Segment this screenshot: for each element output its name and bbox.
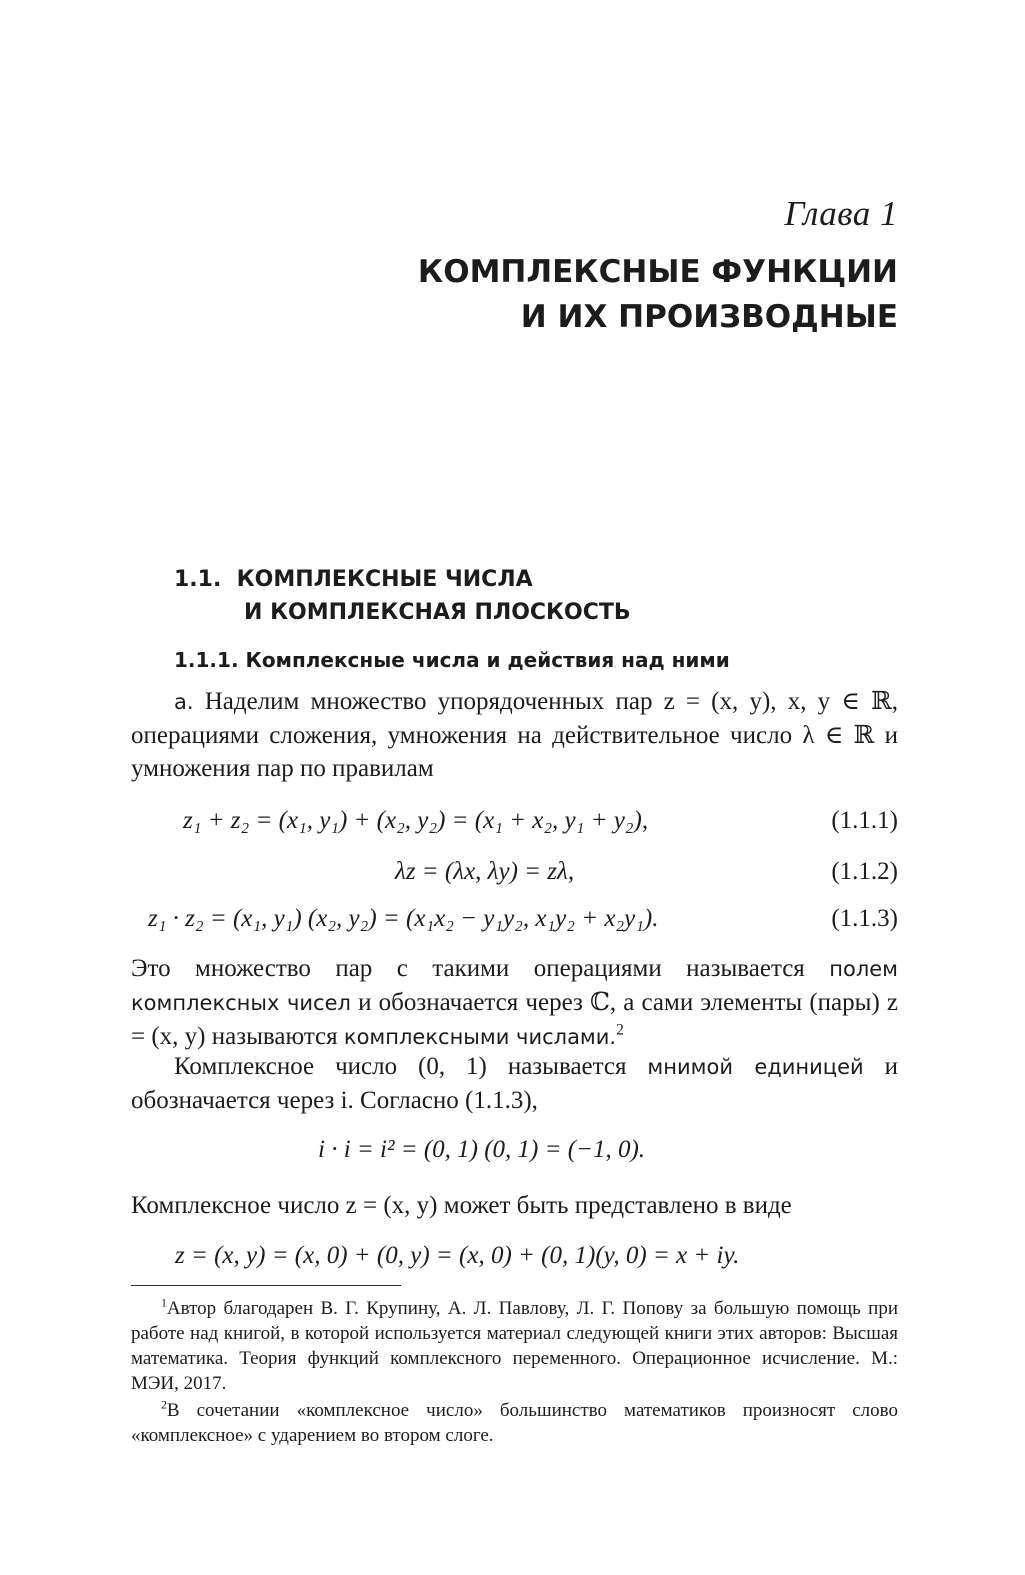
equation-1-1-1: z₁ + z₂ = (x₁, y₁) + (x₂, y₂) = (x₁ + x₂, y₁ + y₂), [183,807,649,834]
paragraph-imaginary-unit [131,1050,898,1117]
equation-number-1-1-2: (1.1.2) [831,858,898,885]
footnote-ref: 2 [616,1021,624,1039]
formula-z-representation: z = (x, y) = (x, 0) + (0, y) = (x, 0) + (0, 1)(y, 0) = x + iy. [175,1242,740,1269]
equation-number-1-1-3: (1.1.3) [831,905,898,932]
footnote-text: Автор благодарен В. Г. Крупину, А. Л. Павлову, Л. Г. Попову за большую помощь при работе над книгой, в которой используется материал следующей книги этих авторов: Высшая математика. Теория функций комплексного переменного. Операционное исчисление. М.: МЭИ, 2017. [131,1298,898,1394]
footnote-number: 2 [161,1398,167,1412]
footnote-text: В сочетании «комплексное число» большинство математиков произносят слово «комплексное» с ударением во втором слоге. [131,1400,898,1446]
footnote-separator [131,1285,401,1286]
defined-term: мнимой единицей [647,1055,864,1079]
paragraph-text: и обозначается через ℂ, а сами элементы (пары) z = (x, y) называются [131,989,899,1050]
formula-i-squared: i · i = i² = (0, 1) (0, 1) = (−1, 0). [318,1136,646,1163]
paragraph-text: и обозначается через i. Согласно (1.1.3), [131,1053,898,1114]
footnote-2 [131,1398,898,1448]
paragraph-field-definition [131,952,898,1054]
section-title-line-1: КОМПЛЕКСНЫЕ ЧИСЛА [236,567,533,592]
section-number: 1.1. [174,567,222,592]
equation-1-1-2: λz = (λx, λy) = zλ, [395,858,575,885]
footnote-number: 1 [161,1296,167,1310]
paragraph-representation: Комплексное число z = (x, y) может быть представлено в виде [131,1192,792,1219]
chapter-label: Глава 1 [784,194,898,233]
subsection-title: 1.1.1. Комплексные числа и действия над ними [174,648,730,672]
chapter-title-line-2: И ИХ ПРОИЗВОДНЫЕ [520,299,898,335]
paragraph-text: Наделим множество упорядоченных пар z = (x, y), x, y ∈ ℝ, операциями сложения, умножения на действительное число λ ∈ ℝ и умножения пар по правилам [131,688,899,782]
section-title [174,563,631,629]
equation-number-1-1-1: (1.1.1) [831,807,898,834]
defined-term: комплексными числами. [343,1025,617,1049]
paragraph-marker: a. [174,690,194,714]
equation-1-1-3: z₁ · z₂ = (x₁, y₁) (x₂, y₂) = (x₁x₂ − y₁y₂, x₁y₂ + x₂y₁). [148,905,659,932]
defined-term: полем комплексных чисел [131,957,898,1015]
paragraph-definition [131,685,898,785]
chapter-title [198,250,898,340]
footnote-1 [131,1296,898,1396]
section-title-line-2: И КОМПЛЕКСНАЯ ПЛОСКОСТЬ [244,600,631,625]
chapter-title-line-1: КОМПЛЕКСНЫЕ ФУНКЦИИ [417,254,898,290]
paragraph-text: Это множество пар с такими операциями называется [131,955,830,982]
paragraph-text: Комплексное число (0, 1) называется [174,1053,648,1080]
